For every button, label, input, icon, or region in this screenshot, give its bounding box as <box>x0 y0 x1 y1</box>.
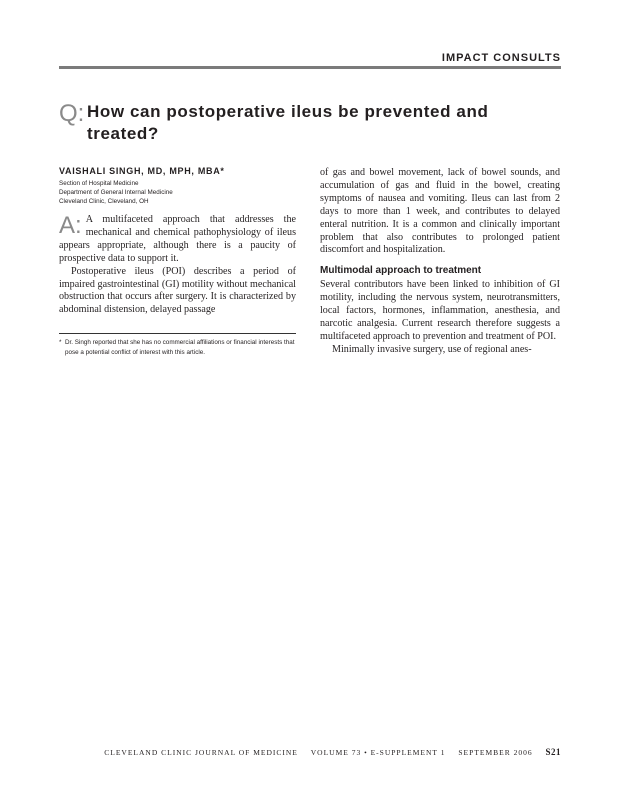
journal-name: CLEVELAND CLINIC JOURNAL OF MEDICINE <box>104 748 298 757</box>
author-block <box>59 166 299 206</box>
section-subheading: Multimodal approach to treatment <box>320 265 482 277</box>
issue-date: SEPTEMBER 2006 <box>458 748 533 757</box>
question-mark-label: Q: <box>59 100 85 127</box>
affiliation-line: Section of Hospital Medicine <box>59 180 139 187</box>
affiliation-line: Department of General Internal Medicine <box>59 189 173 196</box>
affiliation-line: Cleveland Clinic, Cleveland, OH <box>59 198 149 205</box>
body-paragraph: Minimally invasive surgery, use of regional anes- <box>332 343 532 355</box>
body-paragraph: Postoperative ileus (POI) describes a period of impaired gastrointestinal (GI) motility without mechanical obstruction that occurs after surgery. It is characterized by abdominal distension, delayed passage <box>59 265 296 316</box>
body-paragraph: Several contributors have been linked to inhibition of GI motility, including the nervous system, neurotransmitters, local factors, hormones, inflammation, anesthesia, and narcotic analgesia. Current research therefore suggests a multifaceted approach to prevention and treatment of POI. <box>320 279 560 342</box>
section-label: IMPACT CONSULTS <box>441 52 561 64</box>
footnote-marker: * <box>59 339 62 346</box>
author-name: VAISHALI SINGH, MD, MPH, MBA* <box>59 166 225 176</box>
header-rule <box>59 66 561 69</box>
footnote-text: Dr. Singh reported that she has no commercial affiliations or financial interests that pose a potential conflict of interest with this article. <box>65 339 295 356</box>
page-number: S21 <box>545 747 561 757</box>
right-column <box>320 167 560 357</box>
answer-mark-label: A: <box>59 212 82 239</box>
footnote <box>59 338 299 357</box>
article-title: How can postoperative ileus be prevented and treated? <box>87 102 489 143</box>
footnote-rule <box>59 333 296 334</box>
volume-info: VOLUME 73 • E-SUPPLEMENT 1 <box>310 748 446 757</box>
answer-paragraph: A multifaceted approach that addresses the mechanical and chemical pathophysiology of ileus appears appropriate, although there is a paucity of prospective data to support it. <box>59 214 296 264</box>
body-paragraph: of gas and bowel movement, lack of bowel sounds, and accumulation of gas and fluid in the bowel, creating symptoms of nausea and vomiting. Ileus can last from 2 days to more than 1 week, and contributes to delayed enteral nutrition. It is a common and clinically important problem that also contributes to prolonged patient discomfort and hospitalization. <box>320 167 560 256</box>
page-footer <box>94 747 561 757</box>
left-column <box>59 214 296 317</box>
